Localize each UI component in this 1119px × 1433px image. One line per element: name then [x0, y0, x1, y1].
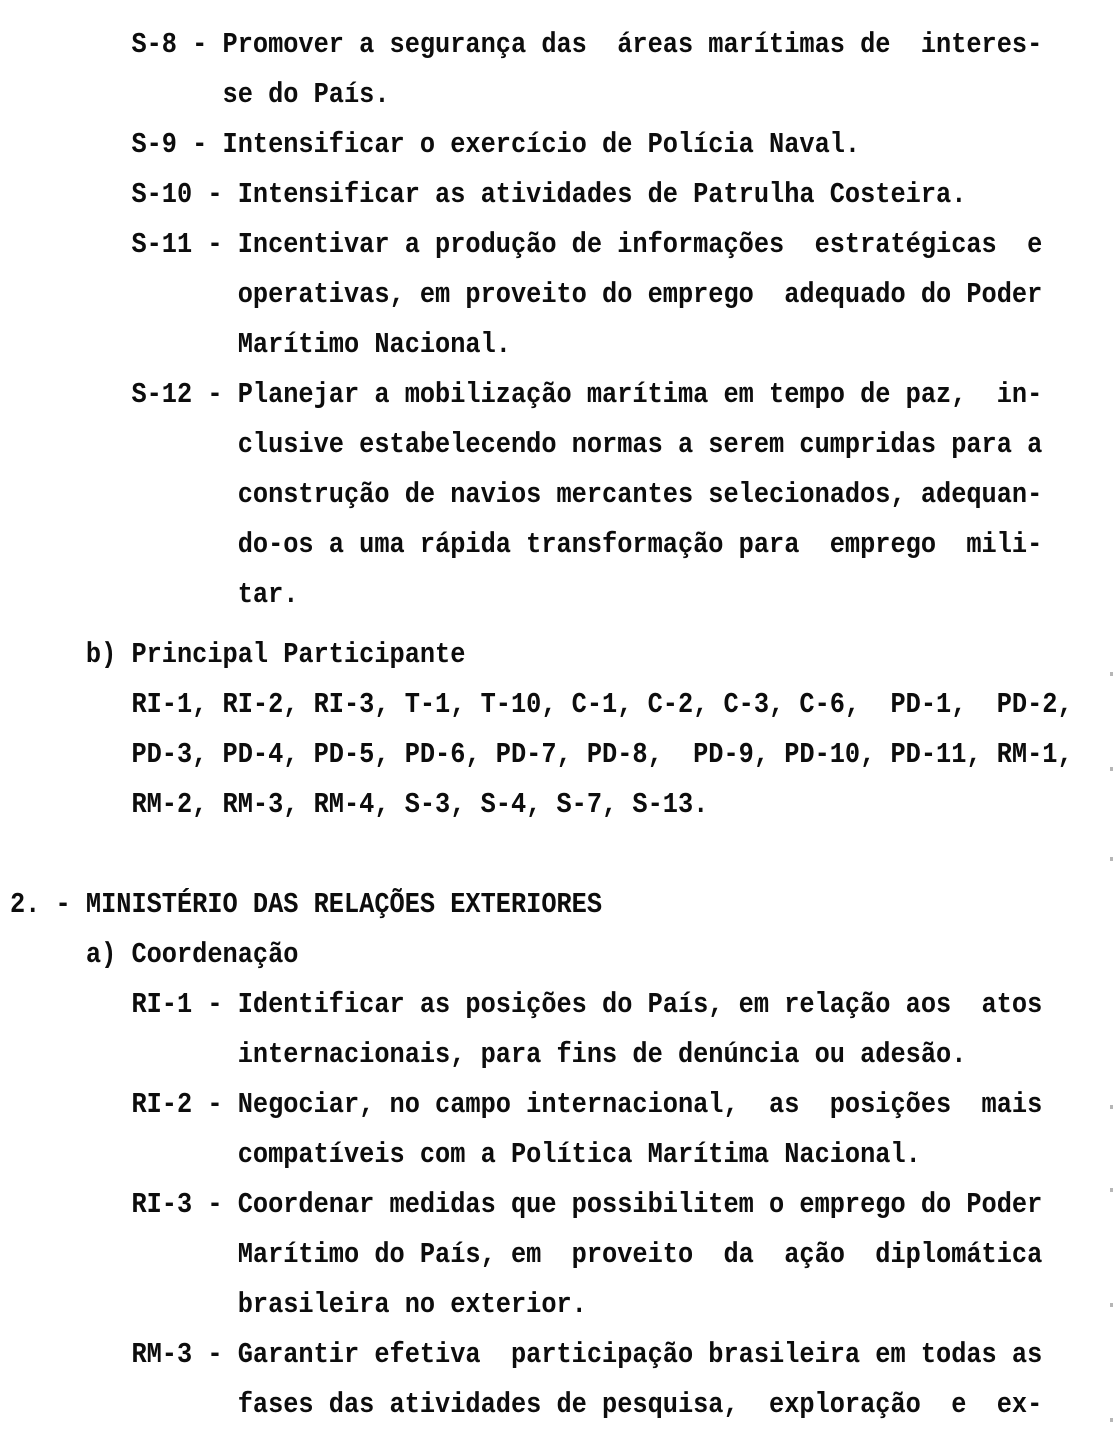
edge-speck	[1110, 767, 1113, 771]
edge-speck	[1110, 1105, 1113, 1109]
document-line: se do País.	[10, 78, 390, 111]
document-text	[10, 20, 1119, 1430]
document-line: RI-1, RI-2, RI-3, T-1, T-10, C-1, C-2, C-3, C-6, PD-1, PD-2,	[10, 688, 1073, 721]
document-line: RM-2, RM-3, RM-4, S-3, S-4, S-7, S-13.	[10, 788, 709, 821]
document-line-participants-heading: b) Principal Participante	[10, 638, 466, 671]
document-line: Marítimo Nacional.	[10, 328, 511, 361]
document-line: S-11 - Incentivar a produção de informações estratégicas e	[10, 228, 1043, 261]
document-line: tar.	[10, 578, 299, 611]
document-line-section-heading: 2. - MINISTÉRIO DAS RELAÇÕES EXTERIORES	[10, 888, 603, 921]
edge-speck	[1110, 1188, 1113, 1192]
document-line: S-12 - Planejar a mobilização marítima em tempo de paz, in-	[10, 378, 1043, 411]
document-line: RI-1 - Identificar as posições do País, em relação aos atos	[10, 988, 1043, 1021]
document-line: operativas, em proveito do emprego adequado do Poder	[10, 278, 1043, 311]
document-line: PD-3, PD-4, PD-5, PD-6, PD-7, PD-8, PD-9, PD-10, PD-11, RM-1,	[10, 738, 1073, 771]
document-line: RM-3 - Garantir efetiva participação brasileira em todas as	[10, 1338, 1043, 1371]
document-line: construção de navios mercantes selecionados, adequan-	[10, 478, 1043, 511]
document-line: brasileira no exterior.	[10, 1288, 587, 1321]
document-line-subheading: a) Coordenação	[10, 938, 299, 971]
edge-speck	[1110, 1303, 1113, 1307]
document-line: internacionais, para fins de denúncia ou adesão.	[10, 1038, 967, 1071]
edge-speck	[1110, 672, 1113, 676]
document-line: clusive estabelecendo normas a serem cumpridas para a	[10, 428, 1043, 461]
document-line: RI-3 - Coordenar medidas que possibilitem o emprego do Poder	[10, 1188, 1043, 1221]
document-line: S-8 - Promover a segurança das áreas marítimas de interes-	[10, 28, 1043, 61]
edge-speck	[1110, 1418, 1113, 1422]
document-line: do-os a uma rápida transformação para emprego mili-	[10, 528, 1043, 561]
document-line: S-9 - Intensificar o exercício de Polícia Naval.	[10, 128, 861, 161]
document-line: Marítimo do País, em proveito da ação diplomática	[10, 1238, 1043, 1271]
document-line: compatíveis com a Política Marítima Nacional.	[10, 1138, 921, 1171]
document-line: S-10 - Intensificar as atividades de Patrulha Costeira.	[10, 178, 967, 211]
edge-speck	[1110, 857, 1113, 861]
document-line: RI-2 - Negociar, no campo internacional, as posições mais	[10, 1088, 1043, 1121]
document-line: fases das atividades de pesquisa, exploração e ex-	[10, 1388, 1043, 1421]
